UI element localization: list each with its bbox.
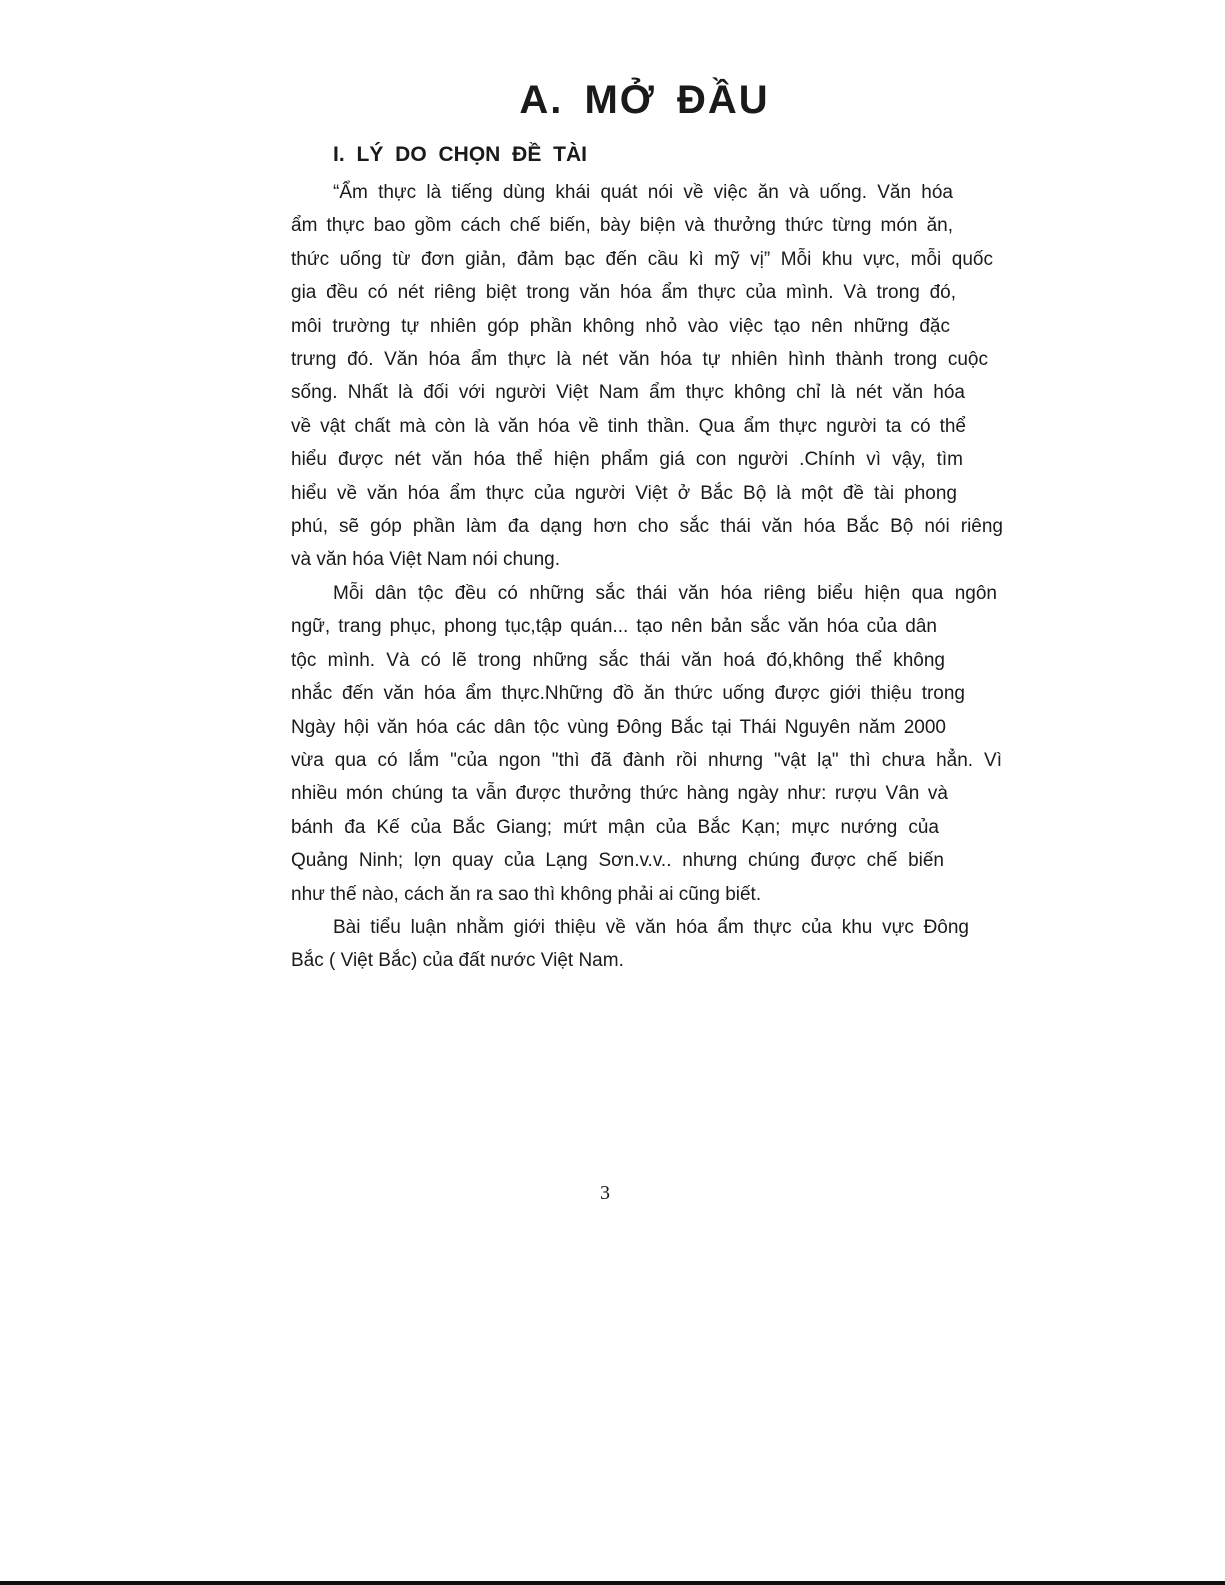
page-bottom-border <box>0 1581 1225 1585</box>
text-line: thức uống từ đơn giản, đảm bạc đến cầu kì mỹ vị” Mỗi khu vực, mỗi quốc <box>291 248 993 270</box>
text-line: trưng đó. Văn hóa ẩm thực là nét văn hóa tự nhiên hình thành trong cuộc <box>291 349 988 371</box>
text-line: Quảng Ninh; lợn quay của Lạng Sơn.v.v.. nhưng chúng được chế biến <box>291 850 944 872</box>
text-line: vừa qua có lắm "của ngon "thì đã đành rồi nhưng "vật lạ" thì chưa hẳn. Vì <box>291 749 1002 771</box>
section-heading: I. LÝ DO CHỌN ĐỀ TÀI <box>333 143 588 166</box>
text-line: Ngày hội văn hóa các dân tộc vùng Đông Bắc tại Thái Nguyên năm 2000 <box>291 716 946 738</box>
text-line: bánh đa Kế của Bắc Giang; mứt mận của Bắc Kạn; mực nướng của <box>291 816 939 838</box>
text-line: hiểu được nét văn hóa thể hiện phẩm giá con người .Chính vì vậy, tìm <box>291 449 963 471</box>
text-line: gia đều có nét riêng biệt trong văn hóa ẩm thực của mình. Và trong đó, <box>291 282 956 304</box>
text-line: về vật chất mà còn là văn hóa về tinh thần. Qua ẩm thực người ta có thể <box>291 415 966 437</box>
text-line: sống. Nhất là đối với người Việt Nam ẩm thực không chỉ là nét văn hóa <box>291 382 965 404</box>
paragraph-3 <box>291 911 1011 978</box>
text-line: và văn hóa Việt Nam nói chung. <box>291 549 560 571</box>
text-line: Bắc ( Việt Bắc) của đất nước Việt Nam. <box>291 950 624 972</box>
document-title: A. MỞ ĐẦU <box>519 78 770 122</box>
text-line: tộc mình. Và có lẽ trong những sắc thái văn hoá đó,không thể không <box>291 649 945 671</box>
page-number: 3 <box>600 1182 610 1204</box>
text-line: nhiều món chúng ta vẫn được thưởng thức hàng ngày như: rượu Vân và <box>291 783 948 805</box>
text-line: Bài tiểu luận nhằm giới thiệu về văn hóa ẩm thực của khu vực Đông <box>333 916 969 938</box>
paragraph-2 <box>291 577 1011 911</box>
body-text <box>291 176 1011 978</box>
text-line: hiểu về văn hóa ẩm thực của người Việt ở Bắc Bộ là một đề tài phong <box>291 482 957 504</box>
text-line: “Ẩm thực là tiếng dùng khái quát nói về việc ăn và uống. Văn hóa <box>333 182 953 203</box>
text-line: ngữ, trang phục, phong tục,tập quán... tạo nên bản sắc văn hóa của dân <box>291 616 937 638</box>
text-line: môi trường tự nhiên góp phần không nhỏ vào việc tạo nên những đặc <box>291 315 950 337</box>
text-line: Mỗi dân tộc đều có những sắc thái văn hóa riêng biểu hiện qua ngôn <box>333 582 997 604</box>
text-line: nhắc đến văn hóa ẩm thực.Những đồ ăn thức uống được giới thiệu trong <box>291 683 965 705</box>
paragraph-1 <box>291 176 1011 577</box>
text-line: như thế nào, cách ăn ra sao thì không phải ai cũng biết. <box>291 883 762 905</box>
text-line: ẩm thực bao gồm cách chế biến, bày biện và thưởng thức từng món ăn, <box>291 215 953 237</box>
text-line: phú, sẽ góp phần làm đa dạng hơn cho sắc thái văn hóa Bắc Bộ nói riêng <box>291 516 1003 538</box>
